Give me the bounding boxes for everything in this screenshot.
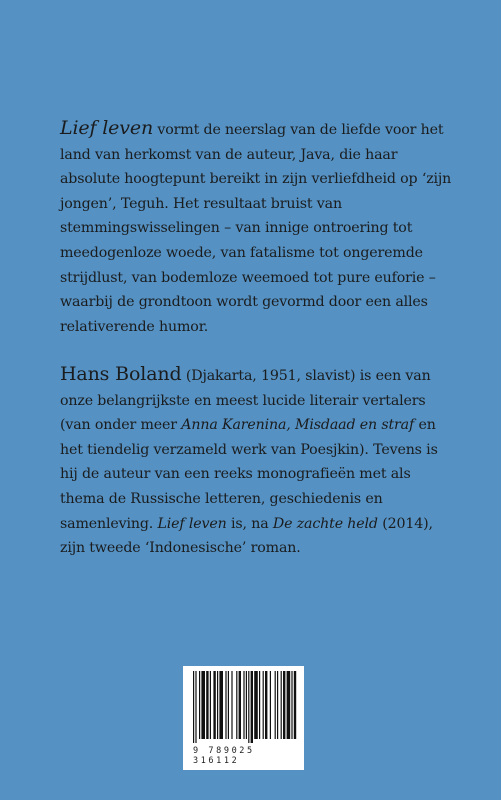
bio-work-3: Lief leven bbox=[157, 515, 227, 532]
barcode-bar bbox=[265, 671, 267, 739]
barcode-bar bbox=[206, 671, 208, 739]
barcode-bar bbox=[259, 671, 260, 739]
barcode-bar bbox=[251, 671, 253, 743]
barcode-bar bbox=[248, 671, 249, 743]
barcode-bar bbox=[281, 671, 282, 739]
author-bio-paragraph bbox=[60, 362, 452, 561]
barcode-bars bbox=[187, 671, 300, 743]
barcode-bar bbox=[231, 671, 232, 739]
barcode-bar bbox=[243, 671, 244, 739]
barcode-bar bbox=[291, 671, 292, 739]
barcode-bar bbox=[270, 671, 271, 739]
isbn-barcode bbox=[183, 666, 304, 770]
barcode-bar bbox=[263, 671, 264, 739]
barcode-bar bbox=[199, 671, 200, 739]
barcode-bar bbox=[254, 671, 258, 739]
barcode-bar bbox=[283, 671, 285, 739]
barcode-bar bbox=[195, 671, 196, 743]
bio-work-1: Anna Karenina, bbox=[181, 417, 291, 434]
bio-work-2: Misdaad en straf bbox=[295, 417, 415, 434]
barcode-bar bbox=[213, 671, 215, 739]
barcode-bar bbox=[294, 671, 296, 739]
barcode-bar bbox=[217, 671, 218, 739]
bio-work-4: De zachte held bbox=[272, 515, 378, 532]
barcode-bar bbox=[228, 671, 229, 739]
barcode-bar bbox=[201, 671, 205, 739]
barcode-bar bbox=[239, 671, 241, 739]
bio-text-1: (Djakarta, 1951, slavist) is een van onze belangrijkste en meest lucide literair vertalers (van onder meer bbox=[60, 368, 431, 434]
barcode-digits: 9 789025 316112 bbox=[193, 746, 255, 766]
barcode-bar bbox=[277, 671, 278, 739]
barcode-bar bbox=[219, 671, 223, 739]
bio-text-3: en het tiendelig verzameld werk van Poesjkin). Tevens is hij de auteur van een reeks monografieën met als thema de Russische letteren, geschiedenis en samenleving. bbox=[60, 417, 438, 532]
bio-text-4: is, na bbox=[226, 515, 273, 532]
barcode-bar bbox=[246, 671, 247, 739]
barcode-bar bbox=[275, 671, 276, 739]
barcode-bar bbox=[210, 671, 211, 739]
barcode-bar bbox=[236, 671, 237, 739]
blurb-paragraph bbox=[60, 116, 452, 339]
barcode-bar bbox=[287, 671, 291, 739]
barcode-bar bbox=[225, 671, 226, 739]
bio-text-5: (2014), zijn tweede ‘Indonesische’ roman. bbox=[60, 515, 433, 557]
blurb-text: vormt de neerslag van de liefde voor het land van herkomst van de auteur, Java, die haar absolute hoogtepunt bereikt in zijn verliefdheid op ‘zijn jongen’, Teguh. Het resultaat bruist van stemmingswisselingen – van innige ontroering tot meedogenloze woede, van fatalisme tot ongeremde strijdlust, van bodemloze weemoed tot pure euforie – waarbij de grondtoon wordt gevormd door een alles relativerende humor. bbox=[60, 122, 452, 335]
author-name: Hans Boland bbox=[60, 363, 182, 385]
barcode-bar bbox=[193, 671, 194, 743]
book-title: Lief leven bbox=[60, 117, 154, 139]
